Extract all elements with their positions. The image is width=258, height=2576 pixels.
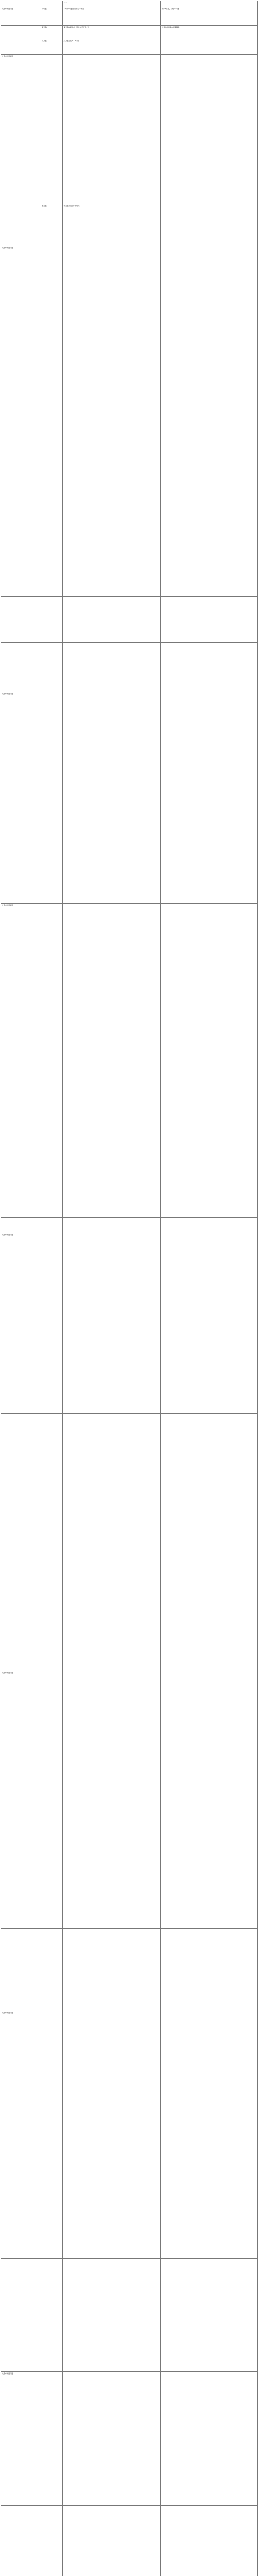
row-description-cell: [63, 2259, 161, 2372]
row-note-cell: [161, 215, 258, 246]
table-row: [1, 1233, 258, 1295]
row-note-cell: [161, 692, 258, 816]
row-description-cell: [63, 692, 161, 816]
row-description-cell: [63, 679, 161, 692]
row-category-cell: [1, 883, 41, 904]
row-note-cell: [161, 1414, 258, 1568]
row-description-text: 7号线中山路站至中山广场站: [63, 8, 84, 10]
table-row: [1, 55, 258, 142]
table-row: [1, 2259, 258, 2372]
row-subitem-text: 人民路: [42, 40, 47, 42]
row-subitem-cell: [41, 1929, 63, 2011]
row-description-cell: [63, 2114, 161, 2259]
row-note-cell: [161, 1568, 258, 1671]
row-subitem-cell: [41, 142, 63, 204]
table-row: [1, 679, 258, 692]
row-description-cell: [63, 1805, 161, 1929]
table-row: [1, 597, 258, 643]
row-subitem-cell: [41, 7, 63, 26]
table-row: [1, 2506, 258, 2576]
row-description-cell: [63, 246, 161, 597]
row-note-cell: [161, 1671, 258, 1805]
row-note-cell: [161, 1929, 258, 2011]
table-row: [1, 246, 258, 597]
row-note-cell: [161, 597, 258, 643]
row-category-cell: [1, 246, 41, 597]
row-subitem-cell: [41, 597, 63, 643]
table-row: [1, 142, 258, 204]
row-note-cell: [161, 39, 258, 55]
row-note-text: 共6.6公里，双向六车道: [162, 8, 179, 10]
row-category-text: 大连市轨道交通: [2, 2012, 13, 2014]
row-note-cell: [161, 1805, 258, 1929]
table-body: [1, 1, 258, 2576]
row-category-text: 大连市轨道交通: [2, 1234, 13, 1236]
table-row: [1, 1929, 258, 2011]
row-description-cell: [63, 1233, 161, 1295]
row-description-cell: [63, 1063, 161, 1218]
table-row: [1, 215, 258, 246]
row-subitem-cell: [41, 1063, 63, 1218]
row-subitem-cell: [41, 2114, 63, 2259]
row-note-cell: [161, 26, 258, 39]
row-description-cell: [63, 883, 161, 904]
row-category-cell: [1, 1414, 41, 1568]
row-description-cell: [63, 2506, 161, 2576]
row-subitem-cell: [41, 1414, 63, 1568]
table-row: [1, 2011, 258, 2114]
row-category-cell: [1, 1295, 41, 1414]
table-row: [1, 1671, 258, 1805]
row-category-cell: [1, 2506, 41, 2576]
table-row: [1, 643, 258, 679]
row-category-text: 大连市轨道交通: [2, 693, 13, 695]
table-row: [1, 204, 258, 215]
table-row: [1, 26, 258, 39]
row-category-cell: [1, 204, 41, 215]
row-subitem-cell: [41, 215, 63, 246]
row-description-cell: [63, 1929, 161, 2011]
row-description-cell: [63, 2372, 161, 2506]
row-category-cell: [1, 1568, 41, 1671]
row-category-text: 大连市轨道交通: [2, 904, 13, 906]
row-category-text: 大连市轨道交通: [2, 8, 13, 10]
row-category-cell: [1, 597, 41, 643]
row-description-cell: [63, 142, 161, 204]
row-subitem-cell: [41, 246, 63, 597]
row-note-cell: [161, 7, 258, 26]
row-subitem-cell: [41, 1, 63, 7]
table-row: [1, 2114, 258, 2259]
row-note-cell: [161, 55, 258, 142]
row-subitem-cell: [41, 1568, 63, 1671]
road-info-table: [1, 1, 258, 2576]
row-category-cell: [1, 1, 41, 7]
row-description-text: 黄河路东段起点，终点与西安路交汇: [63, 26, 89, 28]
table-row: [1, 1, 258, 7]
row-description-cell: [63, 1568, 161, 1671]
table-row: [1, 1295, 258, 1414]
row-description-cell: [63, 7, 161, 26]
table-row: [1, 1218, 258, 1233]
row-subitem-cell: [41, 904, 63, 1063]
row-note-cell: [161, 1, 258, 7]
row-category-cell: [1, 2372, 41, 2506]
row-subitem-cell: [41, 2372, 63, 2506]
row-category-cell: [1, 55, 41, 142]
row-subitem-cell: [41, 39, 63, 55]
row-description-cell: [63, 816, 161, 883]
row-category-cell: [1, 1063, 41, 1218]
row-category-cell: [1, 816, 41, 883]
row-note-cell: [161, 816, 258, 883]
row-subitem-cell: [41, 1218, 63, 1233]
row-description-cell: [63, 1295, 161, 1414]
row-category-cell: [1, 679, 41, 692]
row-category-cell: [1, 2114, 41, 2259]
row-description-cell: [63, 904, 161, 1063]
table-row: [1, 1414, 258, 1568]
row-subitem-cell: [41, 1671, 63, 1805]
row-description-cell: [63, 1414, 161, 1568]
row-note-cell: [161, 643, 258, 679]
row-category-cell: [1, 692, 41, 816]
row-category-text: 大连市轨道交通: [2, 247, 13, 249]
row-description-text: 人民路全长约2.3公里: [63, 40, 79, 42]
row-description-text: 长江路与友好广场相交: [63, 205, 80, 207]
row-note-cell: [161, 1218, 258, 1233]
table-row: [1, 1063, 258, 1218]
row-category-text: 大连市轨道交通: [2, 1672, 13, 1674]
row-subitem-cell: [41, 679, 63, 692]
row-subitem-cell: [41, 2506, 63, 2576]
row-category-cell: [1, 7, 41, 26]
table-row: [1, 1568, 258, 1671]
row-description-cell: [63, 55, 161, 142]
table-row: [1, 883, 258, 904]
row-subitem-cell: [41, 692, 63, 816]
row-note-text: 主要承担南北向交通联系: [162, 26, 180, 28]
row-note-cell: [161, 2372, 258, 2506]
row-note-cell: [161, 2506, 258, 2576]
row-category-cell: [1, 142, 41, 204]
row-subitem-cell: [41, 1295, 63, 1414]
row-note-cell: [161, 2011, 258, 2114]
row-note-cell: [161, 1233, 258, 1295]
table-row: [1, 1805, 258, 1929]
row-note-cell: [161, 204, 258, 215]
table-row: [1, 904, 258, 1063]
row-description-cell: [63, 39, 161, 55]
row-description-cell: [63, 1218, 161, 1233]
row-category-cell: [1, 1929, 41, 2011]
row-category-text: 大连市轨道交通: [2, 55, 13, 57]
row-category-cell: [1, 215, 41, 246]
row-subitem-text: 长江路: [42, 205, 47, 207]
row-category-cell: [1, 904, 41, 1063]
row-category-cell: [1, 1805, 41, 1929]
table-row: [1, 7, 258, 26]
row-note-cell: [161, 679, 258, 692]
row-subitem-cell: [41, 1805, 63, 1929]
row-description-cell: [63, 26, 161, 39]
row-subitem-cell: [41, 1233, 63, 1295]
row-subitem-cell: [41, 204, 63, 215]
row-subitem-cell: [41, 2259, 63, 2372]
row-note-cell: [161, 883, 258, 904]
table-row: [1, 2372, 258, 2506]
row-note-cell: [161, 2259, 258, 2372]
row-subitem-text: 黄河路: [42, 26, 47, 28]
row-category-cell: [1, 2011, 41, 2114]
row-category-text: 大连市轨道交通: [2, 2372, 13, 2375]
table-row: [1, 816, 258, 883]
row-category-cell: [1, 1218, 41, 1233]
row-description-cell: [63, 204, 161, 215]
row-subitem-text: 中山路: [42, 8, 47, 10]
row-subitem-cell: [41, 55, 63, 142]
row-category-cell: [1, 643, 41, 679]
row-note-cell: [161, 904, 258, 1063]
row-category-cell: [1, 1671, 41, 1805]
row-note-cell: [161, 246, 258, 597]
row-description-cell: [63, 1, 161, 7]
row-description-cell: [63, 2011, 161, 2114]
table-row: [1, 39, 258, 55]
row-note-cell: [161, 2114, 258, 2259]
row-description-text: 3-4: [63, 2, 67, 4]
row-note-cell: [161, 1295, 258, 1414]
row-subitem-cell: [41, 816, 63, 883]
row-description-cell: [63, 643, 161, 679]
row-note-cell: [161, 1063, 258, 1218]
row-category-cell: [1, 39, 41, 55]
row-category-cell: [1, 2259, 41, 2372]
row-category-cell: [1, 1233, 41, 1295]
row-subitem-cell: [41, 883, 63, 904]
row-subitem-cell: [41, 643, 63, 679]
row-subitem-cell: [41, 26, 63, 39]
table-row: [1, 692, 258, 816]
row-description-cell: [63, 215, 161, 246]
row-description-cell: [63, 1671, 161, 1805]
row-note-cell: [161, 142, 258, 204]
row-subitem-cell: [41, 2011, 63, 2114]
row-description-cell: [63, 597, 161, 643]
row-category-cell: [1, 26, 41, 39]
